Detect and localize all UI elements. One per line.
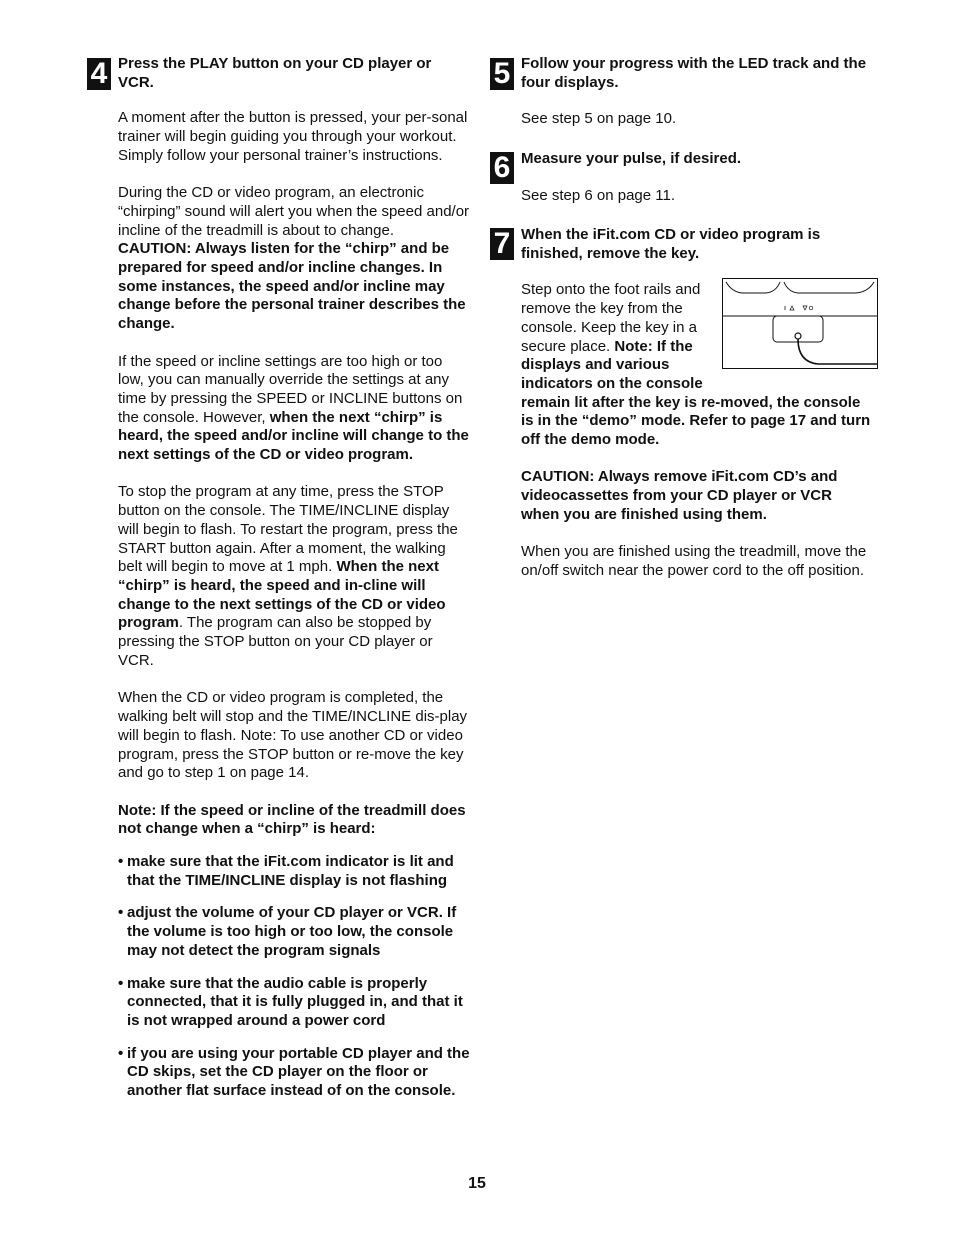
step-number-4: 4	[87, 58, 111, 90]
page-number: 15	[468, 1175, 486, 1192]
step-4-paragraph-4-text-b: . The program can also be stopped by pressing the STOP button on your CD player or VCR.	[118, 614, 433, 669]
list-item: • if you are using your portable CD player and the CD skips, set the CD player on the floor or another flat surface instead of on the console.	[118, 1045, 470, 1101]
step-7-caution: CAUTION: Always remove iFit.com CD’s and videocassettes from your CD player or VCR when you are finished using them.	[521, 468, 838, 523]
step-4-paragraph-1: A moment after the button is pressed, your per-sonal trainer will begin guiding you through your workout. Simply follow your personal trainer’s instructions.	[118, 109, 468, 164]
list-item: • make sure that the audio cable is properly connected, that it is fully plugged in, and that it is not wrapped around a power cord	[118, 975, 470, 1031]
step-7-paragraph-1-text: Step onto the foot rails and remove the key from the console. Keep the key in a secure place.	[521, 281, 701, 355]
step-4-paragraph-2	[118, 184, 470, 334]
step-4-paragraph-3-bold: when the next “chirp” is heard, the speed and/or incline will change to the next settings of the CD or video program.	[118, 408, 469, 464]
step-4-heading: Press the PLAY button on your CD player or VCR.	[118, 55, 432, 91]
step-4-paragraph-4-bold: When the next “chirp” is heard, the speed and in-cline will change to the next settings of the CD or video program	[118, 558, 446, 632]
step-5-text: See step 5 on page 10.	[521, 110, 677, 128]
step-4-paragraph-2-text: During the CD or video program, an electronic “chirping” sound will alert you when the speed and/or incline of the treadmill is about to change.	[118, 184, 470, 239]
step-7-paragraph-3: When you are finished using the treadmill, move the on/off switch near the power cord to the off position.	[521, 543, 867, 579]
step-number-7: 7	[490, 228, 514, 260]
step-4-paragraph-3	[118, 353, 470, 465]
step-4-note: Note: If the speed or incline of the treadmill does not change when a “chirp” is heard:	[118, 801, 466, 838]
step-4-caution: CAUTION: Always listen for the “chirp” and be prepared for speed and/or incline changes. In some instances, the speed and/or incline may change before the personal trainer describes the change.	[118, 240, 466, 333]
step-5-heading: Follow your progress with the LED track and the four displays.	[521, 55, 867, 91]
step-number-6: 6	[490, 152, 514, 184]
step-6-heading: Measure your pulse, if desired.	[521, 150, 742, 167]
step-7	[490, 226, 875, 599]
console-diagram-icon	[722, 278, 878, 370]
step-7-note: Note: If the displays and various indicators on the console remain lit after the key is re-moved, the console is in the “demo” mode. Refer to page 17 and turn off the demo mode.	[521, 337, 871, 449]
step-4-bullet-list	[118, 853, 470, 1101]
console-key-illustration	[722, 278, 878, 370]
step-4-paragraph-4	[118, 483, 470, 670]
step-4-paragraph-4-text-a: To stop the program at any time, press the STOP button on the console. The TIME/INCLINE display will begin to flash. To restart the program, press the START button again. After a moment, the walking belt will begin to move at 1 mph.	[118, 483, 458, 576]
list-item: • adjust the volume of your CD player or VCR. If the volume is too high or too low, the console may not detect the program signals	[118, 904, 470, 960]
list-item: • make sure that the iFit.com indicator is lit and that the TIME/INCLINE display is not flashing	[118, 853, 470, 890]
step-7-heading: When the iFit.com CD or video program is finished, remove the key.	[521, 226, 821, 262]
step-4	[87, 55, 472, 1115]
step-6	[490, 150, 875, 224]
step-number-5: 5	[490, 58, 514, 90]
step-6-text: See step 6 on page 11.	[521, 186, 676, 204]
step-5	[490, 55, 875, 148]
step-4-paragraph-3-text: If the speed or incline settings are too high or too low, you can manually override the settings at any time by pressing the SPEED or INCLINE buttons on the console. However,	[118, 352, 463, 426]
step-4-paragraph-5: When the CD or video program is completed, the walking belt will stop and the TIME/INCLINE dis-play will begin to flash. Note: To use another CD or video program, press the STOP button or re-move the key and go to step 1 on page 14.	[118, 689, 468, 782]
